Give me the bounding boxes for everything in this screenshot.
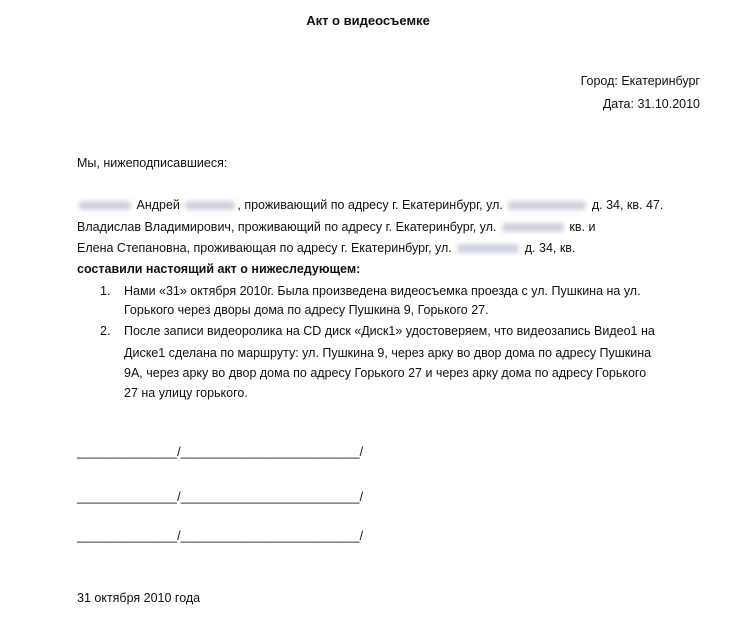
signature-line-2: ______________/_________________________/ [77,490,364,504]
list-number: 2. [100,324,111,338]
date-line: Дата: 31.10.2010 [602,97,700,111]
participant-first-name: Андрей [136,198,180,212]
city-line: Город: Екатеринбург [580,74,700,88]
participant-line-3 [77,241,575,255]
participant-name: Владислав Владимирович, проживающий по адресу г. Екатеринбург, ул. [77,220,497,234]
list-item-line: Нами «31» октября 2010г. Была произведена видеосъемка проезда с ул. Пушкина на ул. [124,284,641,298]
participant-house: кв. и [569,220,596,234]
redacted-street [502,223,564,232]
redacted-surname [79,201,131,210]
intro-text: Мы, нижеподписавшиеся: [77,156,228,170]
participant-house: д. 34, кв. [524,241,576,255]
list-item-line: После записи видеоролика на CD диск «Диск1» удостоверяем, что видеозапись Видео1 на [124,324,655,338]
document-title: Акт о видеосъемке [306,13,430,28]
statement-heading: составили настоящий акт о нижеследующем: [77,262,361,276]
redacted-street [457,244,519,253]
list-item-line: 27 на улицу горького. [124,386,248,400]
participant-house: д. 34, кв. 47. [591,198,664,212]
list-item-line: 9А, через арку во двор дома по адресу Горького 27 и через арку дома по адресу Горького [124,366,647,380]
participant-name: Елена Степановна, проживающая по адресу г. Екатеринбург, ул. [77,241,452,255]
list-item-line: Диске1 сделана по маршруту: ул. Пушкина 9, через арку во двор дома по адресу Пушкина [124,346,652,360]
participant-line-1 [77,198,663,212]
footer-date: 31 октября 2010 года [77,591,201,605]
list-number: 1. [100,284,111,298]
list-item-line: Горького через дворы дома по адресу Пушкина 9, Горького 27. [124,303,489,317]
signature-line-1: ______________/_________________________/ [77,445,364,459]
redacted-patronymic [185,201,235,210]
signature-line-3: ______________/_________________________/ [77,529,364,543]
participant-address: , проживающий по адресу г. Екатеринбург, ул. [237,198,503,212]
redacted-street [508,201,586,210]
participant-line-2 [77,220,595,234]
